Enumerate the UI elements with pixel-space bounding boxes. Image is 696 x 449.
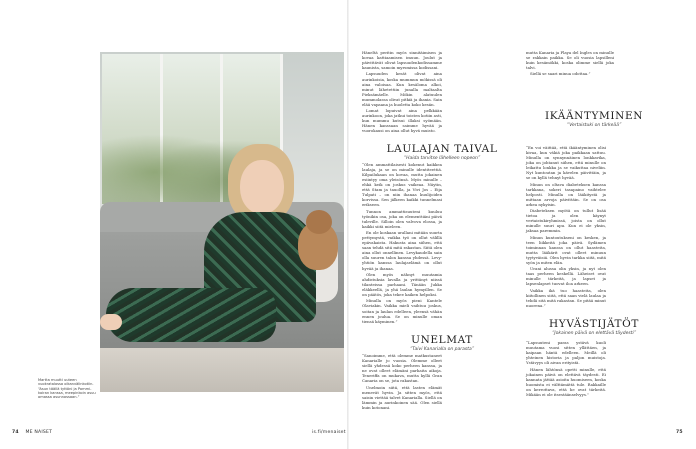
paragraph: Minulla on myös pieni Kantele Olaviakin. Vaikka mieli vaihtuu joskus, soitan ja laulan edelleen, yleensä vähän ennen joulua. Se on minulle oman tiensä käyminen.”: [362, 298, 442, 324]
paragraph: Lomat lopuivat aina pelkkään aurinkoon, joka jatkui toisten kotiin asti, kun mummu kutsui illaksi syömään. Hänen kanssaan saimme hyvää ja vuorokausi on aina ollut hyvä muisto.: [362, 108, 442, 134]
photo-caption: Martta muutti uuteen vuokratalossa olkanvälinkotiin. “Asun täällä tyttöni ja Pommi-koiran kanssa, meepinkoin asuu omassa asunnossaan.”: [38, 378, 96, 400]
section1-body: [362, 162, 442, 325]
page-gutter: [347, 0, 349, 449]
woman-face: [240, 160, 284, 214]
woman-feet: [100, 314, 122, 330]
paragraph: Minun on oltava diabeteksen kanssa tarkkana, sokeri tasapaino vaihtelee helposti. Minulla on lääkitystä ja mittaan arvoja päivittäin. Se on osa arkea nykyisin.: [526, 181, 606, 207]
intro-column-1: [362, 50, 442, 135]
paragraph: Unelmoin siitä, että lasten elämät menevät hyvin. Ja sitten myös, että saisin viettää talvet Kanarialla. Siellä on lämmin ja aurinkoinen sää. Olen siellä kuin kotonani.: [362, 384, 442, 410]
paragraph: “En voi väittää, että ikääntyminen olisi kivaa, kun väkiä joka paikkaan sattuu. Minulla on synnynnäinen lonkkavika, joka on johtanut siihen, että minulle on leikattu lonkka ja se vaikuttaa niveliin. Nyt kuntoutan ja kävelen päivittäin, ja se on kyllä tehnyt hyvää.: [526, 145, 606, 181]
paragraph: Olen myös nähnyt muutamia ahdistuksia lavalla ja yrittänyt niissä tilanteissa parhaani. Tänään Jukka eläkkeellä, ja yhä laulan hymyillen. Se on päätös, joka tekee kaiken helpoksi.: [362, 271, 442, 298]
paragraph: Diabeteksen myötä on tullut lisää tietoa ja olen käynyt vertaistukiryhmissä, joista on ollut minulle suuri apu. Kun ei ole yksin, jaksaa paremmin.: [526, 208, 606, 234]
section-heading: UNELMAT: [411, 334, 473, 346]
paragraph: Siellä se saari minua odottaa.”: [530, 71, 591, 77]
dog-head: [306, 210, 332, 234]
woman-legs: [106, 288, 276, 342]
folio-url: is.fi/menaiset: [312, 430, 346, 435]
section3-body: [526, 145, 606, 309]
paragraph: “Lapsuuteni paras ystävä kuoli muutama vuosi sitten yllättäen, ja kaipaan häntä edelleen. Meillä oli yhteinen historia ja paljon muistoja. Ystävyys oli aivan erityistä.: [526, 340, 606, 366]
paragraph: “Olen ammattilaisesti kokenut kaikkea laulaja, ja se on minulle identiteettiä. Kilpailukaan on kovaa, mutta jokainen esiintyy oma yleisönsä. Myös minulle – ehkä keik on joskus vaikeaa. Näytin, että Stam ja tauolla, ja Vivi Jos – Eija Tulpati – on niin ihanaa kuulijoiden korvissa. Sen jälkeen kaikki tunnelmasi erikseen.: [362, 162, 442, 208]
page-number-left: 74: [12, 430, 19, 435]
page-number-right: 75: [676, 430, 683, 435]
section-subheading: “Jokainen päivä on elettävä täydesti”: [551, 331, 637, 336]
paragraph: Minun kuntoutukseni on kesken, ja teen liikkeitä joka päivä. Sydämen toiminnan kanssa on ollut haasteita, mutta lääkärit ovat olleet minuun tyytyväisiä. Olen hyvin tarkka siitä, mitä syön ja miten elän.: [526, 234, 606, 265]
section-heading: HYVÄSTIJÄTÖT: [549, 318, 639, 330]
paragraph: mutta Kanaria ja Playa del Ingles on minulle se rakkain paikka. Se oli vuosia lapsilleni kuin kesämökki, koska olimme siellä joka talvi.: [526, 50, 614, 71]
paragraph: Urani alussa olin yksin, ja nyt olen taas perheen keskellä. Läheiset ovat minulle tärkeitä, ja lapset ja lapsenlapset tuovat iloa arkeen.: [526, 266, 606, 287]
folio-left: [12, 430, 52, 435]
section-subheading: “Haida tarvitse lähelleen nopeon”: [403, 156, 481, 161]
paragraph: Lapsuuden kesät olivat aina aurinkoisia, koska mummun mökissä oli aina valoisaa. Kun kesäloma alkoi, minut lähetettiin junalla maltaalta Pieksämäelle. Mökin alatuulen mummolassa olivat pitkiä ja ihania. Sain elää vapaana ja huoletta koko kesän.: [362, 71, 442, 107]
section4-body: [526, 340, 606, 398]
section-subheading: “Vertaistuki on tärkeää”: [566, 123, 622, 128]
section2-body: [362, 353, 442, 411]
paragraph: En ole koskaan urallani mitään suurta pettymystä, vaikka työ on ollut välillä epävakaista. Hakusta aina siihen, että saan tehdä sitä mitä rakastan. Siitä olen aina ollut onnellinen. Levykaudella sain olla suuren talon kanssa yhdessä. Levy-yhtiön kanssa laulajaelämä on ollut hyvää ja ihanaa.: [362, 230, 442, 271]
intro-column-2: [526, 50, 614, 78]
paragraph: Vaikka ikä tuo haasteita, olen kiitollinen siitä, että saan vielä laulaa ja tehdä sitä mitä rakastan. Se pitää minut nuorena.”: [526, 287, 606, 308]
portrait-photo: [100, 52, 344, 392]
paragraph: “Sanoimme, että olemme matkustaneet Kanarialle jo vuosia. Olemme olleet siellä yhdessä koko perheen kanssa, ja ne ovat olleet elämäni parhaita aikoja. Teneriffa on mukava, mutta kyllä Gran Canaria on se, jota rakastan.: [362, 353, 442, 384]
section-heading: LAULAJAN TAIVAL: [386, 143, 498, 155]
paragraph: Tunnon ammattisuuteni kuuluu työnikin osa, joka on elementtiäni päivä tuleville. Silloin olen valvova elossa, ja kaikki siitä mieleen.: [362, 208, 442, 229]
paragraph: Hänen lähtönsä opetti minulle, että jokainen päivä on elettävä täydesti. Ei kannata jättää asioita huomiseen, koska huomista ei välttämättä tule. Rakkaille on kerrottava, että he ovat tärkeitä. Mikään ei ole itsestäänselvyys.”: [526, 366, 606, 397]
magazine-name: ME NAISET: [25, 430, 53, 435]
section-heading: IKÄÄNTYMINEN: [545, 110, 643, 122]
section-subheading: “Taivi Kanarialla on parasta”: [409, 347, 475, 352]
coffee-table: [100, 348, 344, 392]
paragraph: Häneltä peritin myös sinnitäimisen ja kovaa kattiaamisen imuun. Joulut ja päivittävät olivat lapsuudenkodissamme kaunista, samoin myrsmissa kodissani.: [362, 50, 442, 71]
